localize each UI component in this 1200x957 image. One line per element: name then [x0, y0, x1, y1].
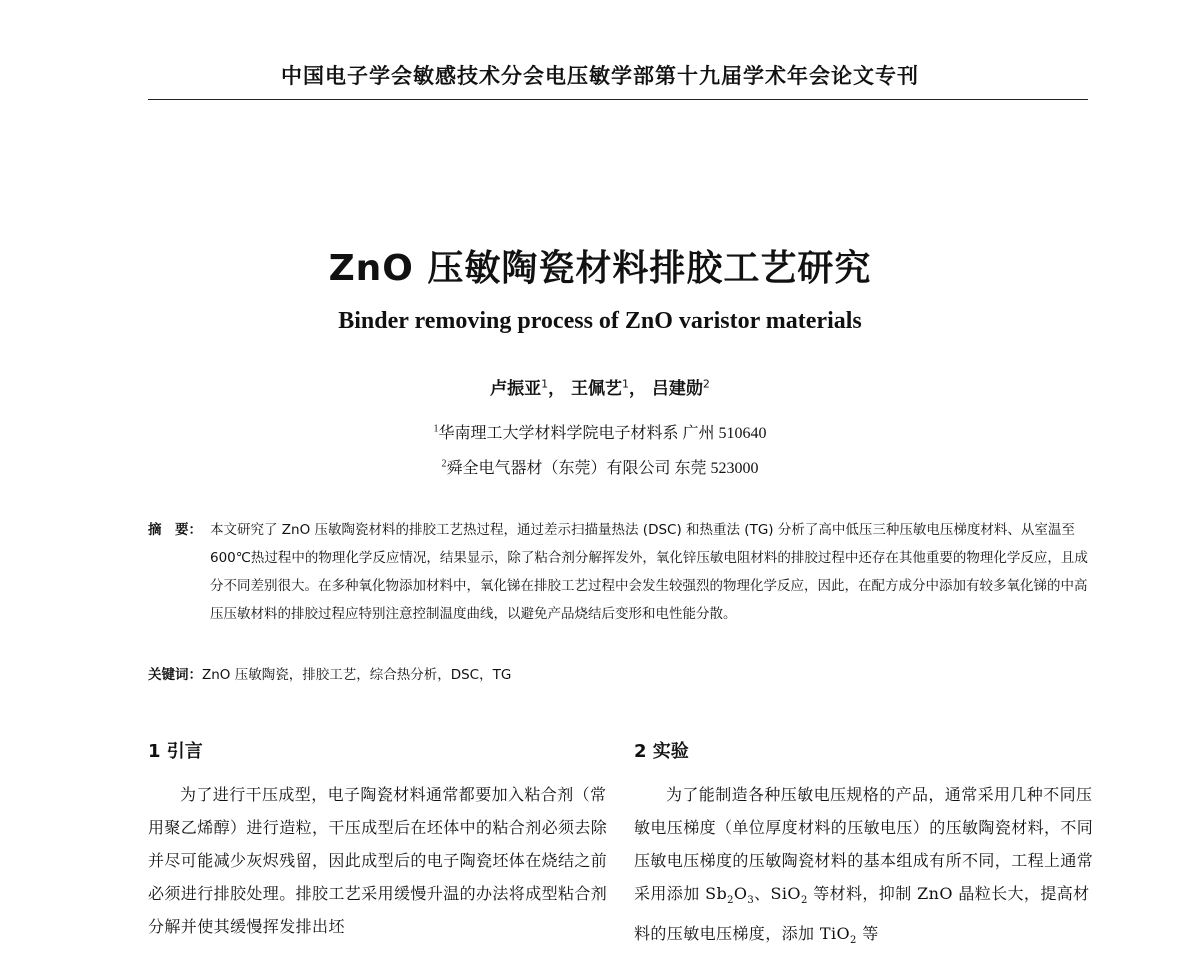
subscript: 2	[800, 895, 808, 907]
affiliation-mark: 2	[441, 458, 447, 470]
section-heading-introduction: 1 引言	[148, 741, 203, 762]
affiliation	[0, 455, 1200, 478]
keywords-label: 关键词：	[148, 667, 202, 683]
abstract-label: 摘 要：	[148, 522, 202, 538]
paper-title-en: Binder removing process of ZnO varistor materials	[338, 308, 862, 334]
affiliation-text: 华南理工大学材料学院电子材料系 广州 510640	[438, 425, 767, 442]
affiliation	[0, 420, 1200, 443]
journal-header: 中国电子学会敏感技术分会电压敏学部第十九届学术年会论文专刊	[281, 64, 919, 88]
section-heading-experiment: 2 实验	[634, 741, 689, 762]
text-run: 为了能制造各种压敏电压规格的产品，通常采用几种不同压敏电压梯度（单位厚度材料的压敏电压）的压敏陶瓷材料，不同压敏电压梯度的压敏陶瓷材料的基本组成有所不同，工程上通常采用添加 Sb	[634, 785, 1094, 903]
header-rule	[148, 99, 1088, 100]
column-left	[148, 778, 608, 943]
paper-title-cn: ZnO 压敏陶瓷材料排胶工艺研究	[328, 248, 872, 289]
author-separator: ，	[548, 379, 566, 399]
author-list	[0, 374, 1200, 399]
text-run: 等材料，抑制 ZnO 晶粒长大，提高材料的压敏电压梯度，添加 TiO	[634, 884, 1090, 944]
text-run: 等	[856, 924, 879, 944]
keywords-text: ZnO 压敏陶瓷，排胶工艺，综合热分析，DSC，TG	[202, 667, 512, 683]
abstract-text: 本文研究了 ZnO 压敏陶瓷材料的排胶工艺热过程，通过差示扫描量热法 (DSC) 和热重法 (TG) 分析了高中低压三种压敏电压梯度材料、从室温至 600℃热过程中的物理化学反应情况，结果显示，除了粘合剂分解挥发外，氧化锌压敏电阻材料的排胶过程中还存在其他重要的物理化学反应，且成分不同差别很大。在多种氧化物添加材料中，氧化锑在排胶工艺过程中会发生较强烈的物理化学反应，因此，在配方成分中添加有较多氧化锑的中高压压敏材料的排胶过程应特别注意控制温度曲线，以避免产品烧结后变形和电性能分散。	[210, 522, 1088, 622]
subscript: 2	[727, 895, 734, 907]
subscript: 2	[850, 935, 857, 947]
subscript: 3	[747, 895, 755, 907]
abstract	[148, 516, 1088, 628]
author-affil-mark: 1	[622, 377, 629, 391]
author-affil-mark: 1	[541, 377, 549, 391]
author-name: 王佩艺	[571, 379, 622, 399]
text-run: O	[733, 884, 748, 903]
column-right	[634, 778, 1094, 957]
keywords	[148, 663, 1088, 683]
text-run: 、SiO	[754, 884, 801, 903]
author-affil-mark: 2	[702, 377, 710, 391]
author-separator: ，	[629, 379, 646, 399]
author-name: 吕建勋	[651, 379, 703, 399]
affiliation-text: 舜全电气器材（东莞）有限公司 东莞 523000	[446, 460, 759, 477]
introduction-paragraph: 为了进行干压成型，电子陶瓷材料通常都要加入粘合剂（常用聚乙烯醇）进行造粒，干压成型后在坯体中的粘合剂必须去除并尽可能减少灰烬残留，因此成型后的电子陶瓷坯体在烧结之前必须进行排胶处理。排胶工艺采用缓慢升温的办法将成型粘合剂分解并使其缓慢挥发排出坯	[148, 785, 608, 936]
author-name: 卢振亚	[490, 379, 542, 399]
experiment-paragraph	[634, 778, 1094, 957]
affiliation-mark: 1	[433, 423, 439, 435]
